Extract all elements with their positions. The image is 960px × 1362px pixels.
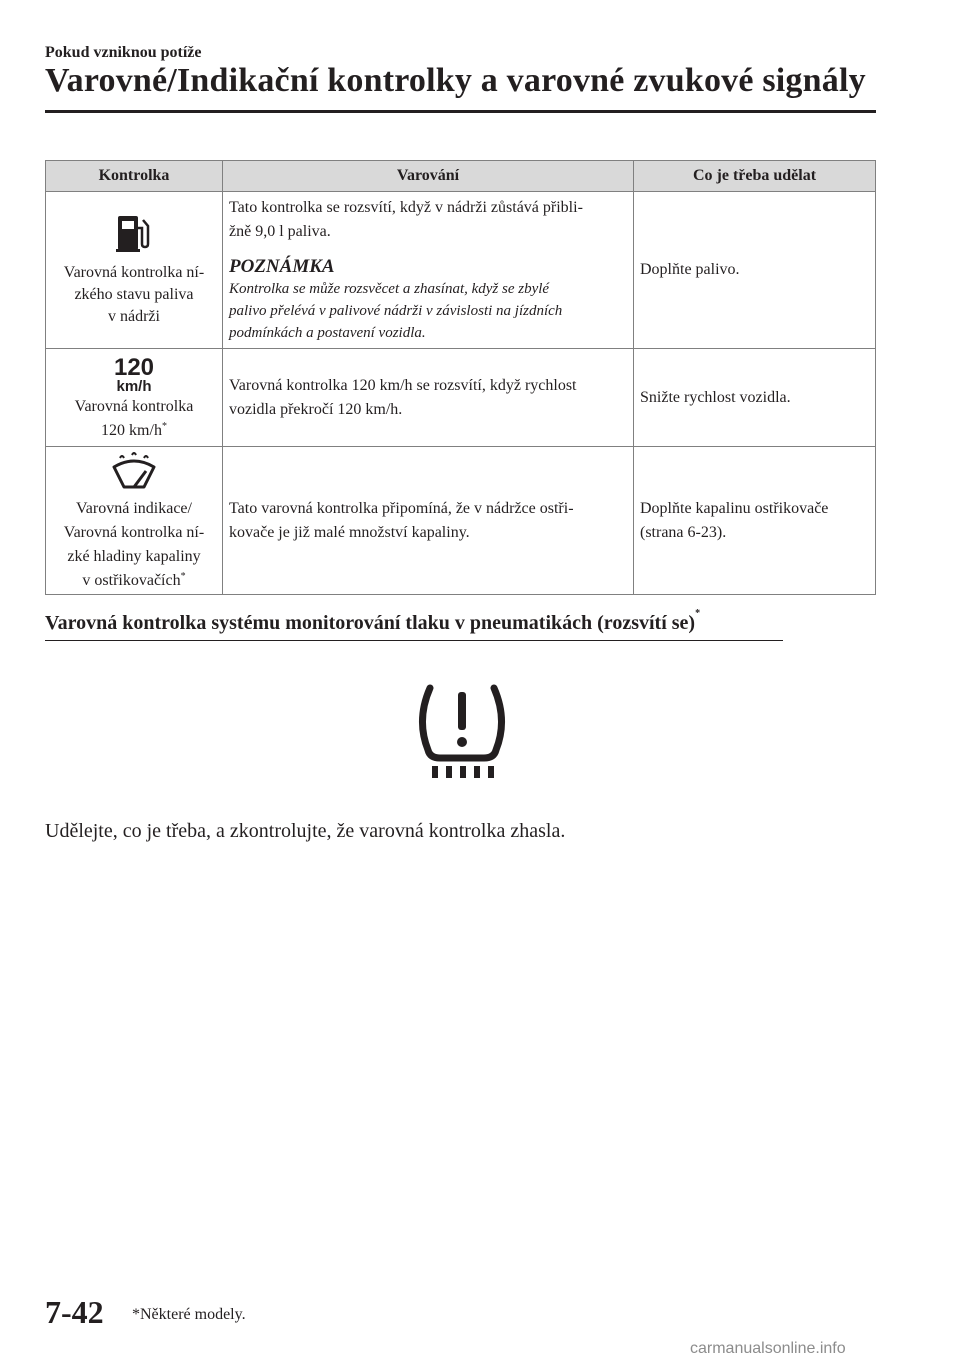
action-text: Doplňte kapalinu ostřikovače (strana 6-23). <box>640 499 829 541</box>
speed-icon-number: 120 <box>113 353 155 381</box>
footnote: *Některé modely. <box>132 1306 246 1323</box>
model-mark: * <box>161 420 167 432</box>
lamp-name-text: Varovná kontrolka 120 km/h <box>74 397 194 439</box>
action-cell <box>634 447 876 595</box>
model-mark: * <box>180 570 186 582</box>
note-text: Kontrolka se může rozsvěcet a zhasínat, když se zbylé palivo přelévá v palivové nádrži v závislosti na jízdních podmínkách a postavení vozidla. <box>229 281 563 341</box>
section-label: Pokud vzniknou potíže <box>45 44 202 61</box>
washer-fluid-icon <box>108 449 160 491</box>
title-rule <box>45 110 876 113</box>
lamp-cell <box>46 192 223 349</box>
action-text: Doplňte palivo. <box>640 261 740 278</box>
model-mark: * <box>695 608 701 619</box>
lamp-name <box>52 497 216 593</box>
fuel-pump-icon <box>114 212 154 254</box>
page-number: 7-42 <box>45 1294 104 1330</box>
warning-text: Tato varovná kontrolka připomíná, že v nádržce ostři- kovače je již malé množství kapaliny. <box>229 499 574 541</box>
action-cell <box>634 349 876 447</box>
tire-pressure-warning-icon <box>410 680 514 780</box>
page-title: Varovné/Indikační kontrolky a varovné zvukové signály <box>45 62 866 99</box>
speed-icon-unit: km/h <box>116 377 152 393</box>
lamp-name: Varovná kontrolka ní- zkého stavu paliva v nádrži <box>63 264 205 325</box>
column-header-lamp: Kontrolka <box>46 161 223 192</box>
tpms-heading <box>45 608 701 635</box>
note-title: POZNÁMKA <box>229 256 335 277</box>
lamp-cell <box>46 349 223 447</box>
column-header-warning: Varování <box>223 161 634 192</box>
column-header-action: Co je třeba udělat <box>634 161 876 192</box>
warning-lights-table <box>45 160 876 595</box>
table-header-row <box>46 161 876 192</box>
table-row <box>46 447 876 595</box>
table-row <box>46 192 876 349</box>
lamp-cell <box>46 447 223 595</box>
warning-cell <box>223 192 634 349</box>
warning-cell <box>223 349 634 447</box>
action-text: Snižte rychlost vozidla. <box>640 388 791 406</box>
table-row <box>46 349 876 447</box>
speed-120-icon <box>108 353 160 393</box>
tpms-heading-text: Varovná kontrolka systému monitorování tlaku v pneumatikách (rozsvítí se) <box>45 612 696 634</box>
tpms-heading-rule <box>45 640 783 641</box>
warning-cell <box>223 447 634 595</box>
warning-text: Tato kontrolka se rozsvítí, když v nádrži zůstává přibli- žně 9,0 l paliva. <box>229 199 583 240</box>
lamp-name <box>52 395 216 443</box>
warning-text: Varovná kontrolka 120 km/h se rozsvítí, když rychlost vozidla překročí 120 km/h. <box>229 376 577 418</box>
tpms-instruction: Udělejte, co je třeba, a zkontrolujte, že varovná kontrolka zhasla. <box>45 820 566 842</box>
lamp-name-text: Varovná indikace/ Varovná kontrolka ní- zké hladiny kapaliny v ostřikovačích <box>63 499 205 589</box>
watermark: carmanualsonline.info <box>690 1340 846 1357</box>
action-cell <box>634 192 876 349</box>
